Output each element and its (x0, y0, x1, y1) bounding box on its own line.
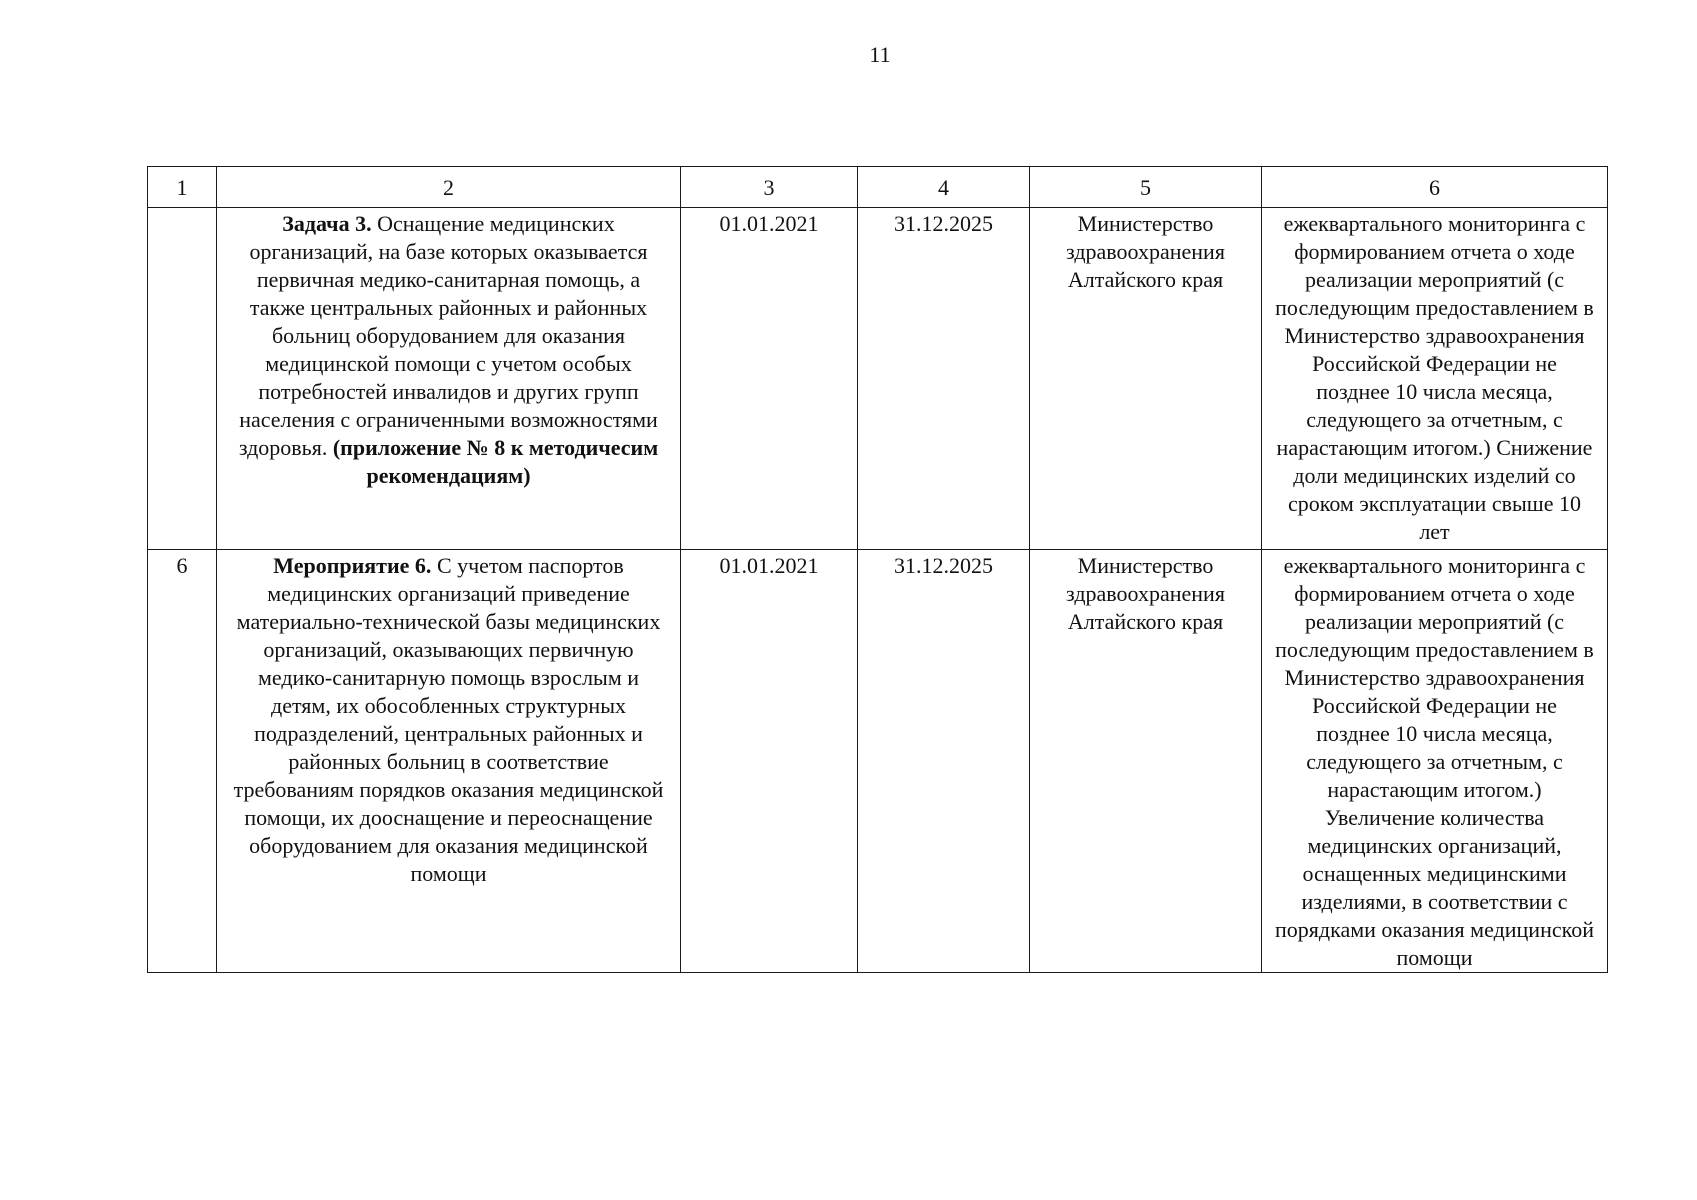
row-executor: Министерство здравоохранения Алтайского края (1030, 550, 1262, 973)
header-col-1: 1 (148, 167, 217, 208)
header-col-3: 3 (681, 167, 858, 208)
row-end-date: 31.12.2025 (858, 208, 1030, 550)
table-row (148, 208, 1608, 550)
row-result: ежеквартального мониторинга с формированием отчета о ходе реализации мероприятий (с последующим предоставлением в Министерство здравоохранения Российской Федерации не позднее 10 числа месяца, следующего за отчетным, с нарастающим итогом.) Снижение доли медицинских изделий со сроком эксплуатации свыше 10 лет (1262, 208, 1608, 550)
header-col-5: 5 (1030, 167, 1262, 208)
row-executor: Министерство здравоохранения Алтайского края (1030, 208, 1262, 550)
activity-title: Мероприятие 6. (273, 553, 432, 578)
header-col-6: 6 (1262, 167, 1608, 208)
row-start-date: 01.01.2021 (681, 550, 858, 973)
table-header-row (148, 167, 1608, 208)
row-result: ежеквартального мониторинга с формированием отчета о ходе реализации мероприятий (с последующим предоставлением в Министерство здравоохранения Российской Федерации не позднее 10 числа месяца, следующего за отчетным, с нарастающим итогом.) Увеличение количества медицинских организаций, оснащенных медицинскими изделиями, в соответствии с порядками оказания медицинской помощи (1262, 550, 1608, 973)
task-title: Задача 3. (282, 211, 372, 236)
activities-table (147, 166, 1608, 973)
table-row (148, 550, 1608, 973)
header-col-4: 4 (858, 167, 1030, 208)
header-col-2: 2 (217, 167, 681, 208)
row-number: 6 (148, 550, 217, 973)
task-appendix-note: (приложение № 8 к методичесим рекомендациям) (332, 435, 659, 488)
row-end-date: 31.12.2025 (858, 550, 1030, 973)
row-description (217, 550, 681, 973)
row-description (217, 208, 681, 550)
activity-text: С учетом паспортов медицинских организаций приведение материально-технической базы медицинских организаций, оказывающих первичную медико-санитарную помощь взрослым и детям, их обособленных структурных подразделений, центральных районных и районных больниц в соответствие требованиям порядков оказания медицинской помощи, их дооснащение и переоснащение оборудованием для оказания медицинской помощи (233, 553, 664, 886)
page-number: 11 (869, 42, 891, 67)
row-number (148, 208, 217, 550)
row-start-date: 01.01.2021 (681, 208, 858, 550)
task-text: Оснащение медицинских организаций, на базе которых оказывается первичная медико-санитарная помощь, а также центральных районных и районных больниц оборудованием для оказания медицинской помощи с учетом особых потребностей инвалидов и других групп населения с ограниченными возможностями здоровья. (238, 211, 658, 460)
